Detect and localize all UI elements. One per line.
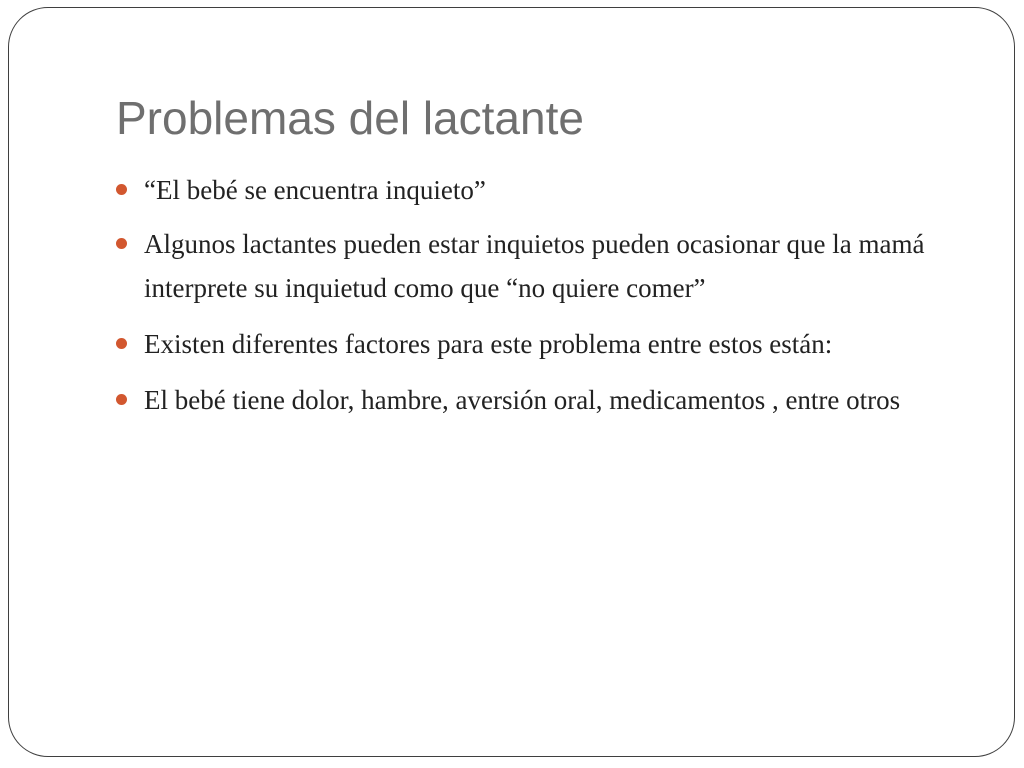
slide-title: Problemas del lactante: [116, 92, 584, 144]
bullet-dot-icon: [116, 238, 127, 249]
bullet-text: El bebé tiene dolor, hambre, aversión oral, medicamentos , entre otros: [144, 385, 901, 415]
bullet-dot-icon: [116, 338, 127, 349]
bullet-item: [116, 322, 936, 366]
bullet-dot-icon: [116, 184, 127, 195]
bullet-item: [116, 168, 936, 212]
bullet-text: Algunos lactantes pueden estar inquietos pueden ocasionar que la mamá interprete su inquietud como que “no quiere comer”: [144, 229, 925, 303]
bullet-text: Existen diferentes factores para este problema entre estos están:: [144, 329, 833, 359]
bullet-list: [116, 168, 936, 434]
bullet-item: [116, 378, 936, 422]
bullet-dot-icon: [116, 394, 127, 405]
bullet-text: “El bebé se encuentra inquieto”: [144, 175, 486, 205]
bullet-item: [116, 222, 936, 310]
